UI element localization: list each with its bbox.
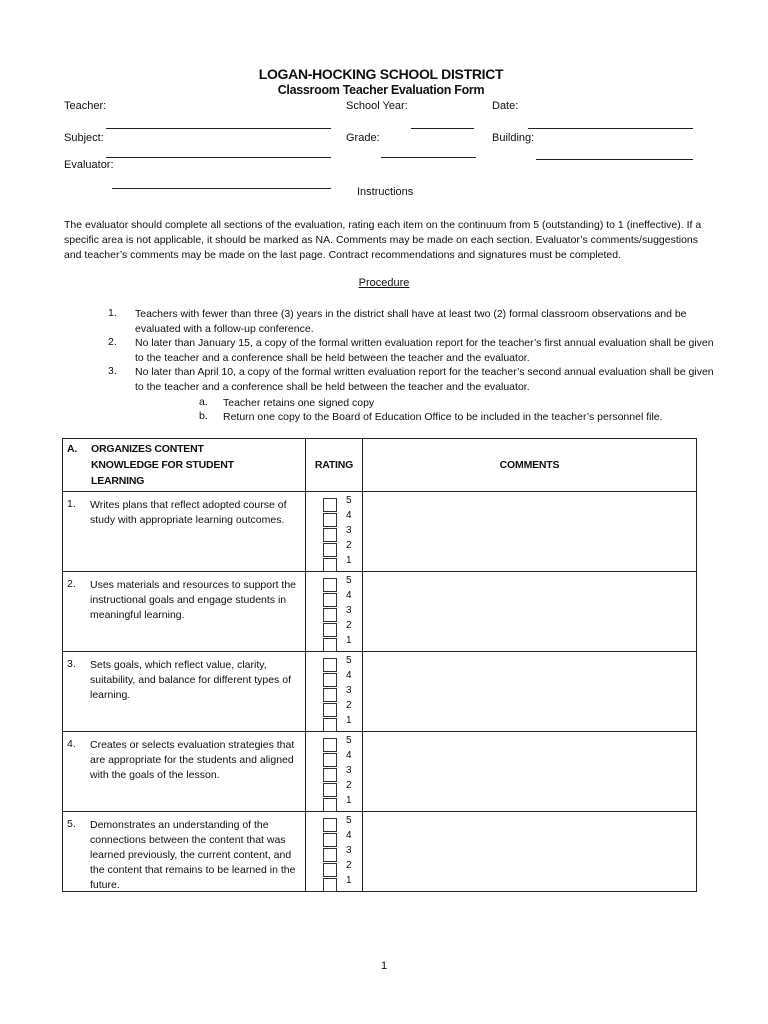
section-letter: A. [67,443,78,455]
page-number: 1 [380,960,388,972]
evaluation-table [62,438,697,892]
rating-header: RATING [306,439,363,492]
criterion-cell [63,652,306,732]
comments-cell[interactable] [363,812,697,892]
instructions-text: The evaluator should complete all sections of the evaluation, rating each item on the continuum from 5 (outstanding) to 1 (ineffective). If a specific area is not applicable, it should be marked as NA. Comments may be made on each section. Evaluator’s comments/suggestions and teacher’s comments may be made on the last page. Contract recommendations and signatures must be completed. [64,219,702,261]
section-title-3: LEARNING [91,475,145,487]
table-row [63,652,697,732]
rating-checkbox[interactable] [323,558,337,572]
criterion-text: Creates or selects evaluation strategies that are appropriate for the students and aligned with the goals of the lesson. [90,739,295,781]
comments-cell[interactable] [363,492,697,572]
criterion-text: Sets goals, which reflect value, clarity, suitability, and balance for different types of learning. [90,659,291,701]
rating-value: 5 [346,495,352,506]
date-field[interactable] [528,128,693,129]
rating-value: 3 [346,605,352,616]
form-title: Classroom Teacher Evaluation Form [277,83,485,97]
rating-value: 1 [346,635,352,646]
rating-checkbox[interactable] [323,543,337,557]
teacher-label: Teacher: [64,100,107,112]
rating-value: 1 [346,555,352,566]
rating-checkbox[interactable] [323,783,337,797]
rating-checkbox[interactable] [323,513,337,527]
criterion-cell [63,492,306,572]
comments-cell[interactable] [363,732,697,812]
rating-value: 4 [346,670,352,681]
section-header [63,439,306,492]
rating-value: 1 [346,715,352,726]
rating-checkbox[interactable] [323,498,337,512]
criterion-text: Uses materials and resources to support the instructional goals and engage students in meaningful learning. [90,579,297,621]
rating-checkbox[interactable] [323,688,337,702]
rating-checkbox[interactable] [323,738,337,752]
rating-cell [306,492,363,572]
rating-value: 2 [346,540,352,551]
rating-checkbox[interactable] [323,623,337,637]
criterion-text: Writes plans that reflect adopted course of study with appropriate learning outcomes. [90,499,287,526]
rating-checkbox[interactable] [323,703,337,717]
rating-checkbox[interactable] [323,593,337,607]
procedure-sub-letter: b. [199,410,208,422]
procedure-item: No later than April 10, a copy of the formal written evaluation report for the teacher’s second annual evaluation shall be given to the teacher and a conference shall be held between the teacher and the evaluator. [135,366,714,393]
date-label: Date: [492,100,519,112]
section-title-2: KNOWLEDGE FOR STUDENT [91,459,234,471]
criterion-cell [63,732,306,812]
rating-checkbox[interactable] [323,848,337,862]
rating-checkbox[interactable] [323,798,337,812]
rating-value: 3 [346,685,352,696]
rating-cell [306,812,363,892]
rating-checkbox[interactable] [323,638,337,652]
rating-value: 3 [346,525,352,536]
procedure-num: 3. [108,365,117,377]
rating-value: 4 [346,830,352,841]
criterion-text: Demonstrates an understanding of the connections between the content that was learned previously, the current content, and the content that remains to be learned in the future. [90,819,296,891]
procedure-num: 2. [108,336,117,348]
rating-checkbox[interactable] [323,818,337,832]
district-title: LOGAN-HOCKING SCHOOL DISTRICT [258,66,504,82]
procedure-item: Teachers with fewer than three (3) years in the district shall have at least two (2) formal classroom observations and be evaluated with a follow-up conference. [135,308,687,335]
comments-cell[interactable] [363,652,697,732]
procedure-sub-item: Return one copy to the Board of Education Office to be included in the teacher’s personnel file. [223,411,663,423]
school-year-field[interactable] [411,128,474,129]
rating-cell [306,572,363,652]
rating-checkbox[interactable] [323,863,337,877]
comments-header: COMMENTS [363,439,697,492]
teacher-field[interactable] [106,128,331,129]
rating-value: 5 [346,735,352,746]
rating-value: 1 [346,795,352,806]
procedure-sub-letter: a. [199,396,208,408]
rating-value: 5 [346,815,352,826]
table-row [63,812,697,892]
rating-value: 5 [346,655,352,666]
table-row [63,572,697,652]
rating-value: 4 [346,750,352,761]
procedure-item: No later than January 15, a copy of the formal written evaluation report for the teacher’s first annual evaluation shall be given to the teacher and a conference shall be held between the teacher and the evaluator. [135,337,714,364]
rating-checkbox[interactable] [323,578,337,592]
rating-checkbox[interactable] [323,658,337,672]
criterion-number: 5. [67,818,76,830]
criterion-number: 4. [67,738,76,750]
rating-value: 2 [346,860,352,871]
rating-checkbox[interactable] [323,768,337,782]
rating-checkbox[interactable] [323,718,337,732]
grade-field[interactable] [381,157,476,158]
rating-value: 2 [346,700,352,711]
subject-field[interactable] [106,157,331,158]
evaluator-field[interactable] [112,188,331,189]
rating-checkbox[interactable] [323,833,337,847]
procedure-sub-item: Teacher retains one signed copy [223,397,375,409]
building-field[interactable] [536,159,693,160]
table-row [63,492,697,572]
comments-cell[interactable] [363,572,697,652]
building-label: Building: [492,132,535,144]
procedure-heading: Procedure [358,277,410,289]
rating-value: 2 [346,780,352,791]
rating-checkbox[interactable] [323,753,337,767]
rating-value: 5 [346,575,352,586]
section-title: ORGANIZES CONTENT [91,443,204,455]
criterion-number: 2. [67,578,76,590]
rating-value: 2 [346,620,352,631]
criterion-number: 1. [67,498,76,510]
subject-label: Subject: [64,132,104,144]
rating-value: 3 [346,765,352,776]
rating-cell [306,652,363,732]
criterion-cell [63,812,306,892]
evaluator-label: Evaluator: [64,159,114,171]
rating-checkbox[interactable] [323,878,337,892]
rating-checkbox[interactable] [323,608,337,622]
grade-label: Grade: [346,132,380,144]
rating-value: 4 [346,590,352,601]
rating-value: 1 [346,875,352,886]
criterion-cell [63,572,306,652]
procedure-num: 1. [108,307,117,319]
rating-value: 4 [346,510,352,521]
rating-checkbox[interactable] [323,528,337,542]
criterion-number: 3. [67,658,76,670]
school-year-label: School Year: [346,100,408,112]
instructions-heading: Instructions [357,186,414,198]
rating-value: 3 [346,845,352,856]
rating-checkbox[interactable] [323,673,337,687]
table-row [63,732,697,812]
rating-cell [306,732,363,812]
